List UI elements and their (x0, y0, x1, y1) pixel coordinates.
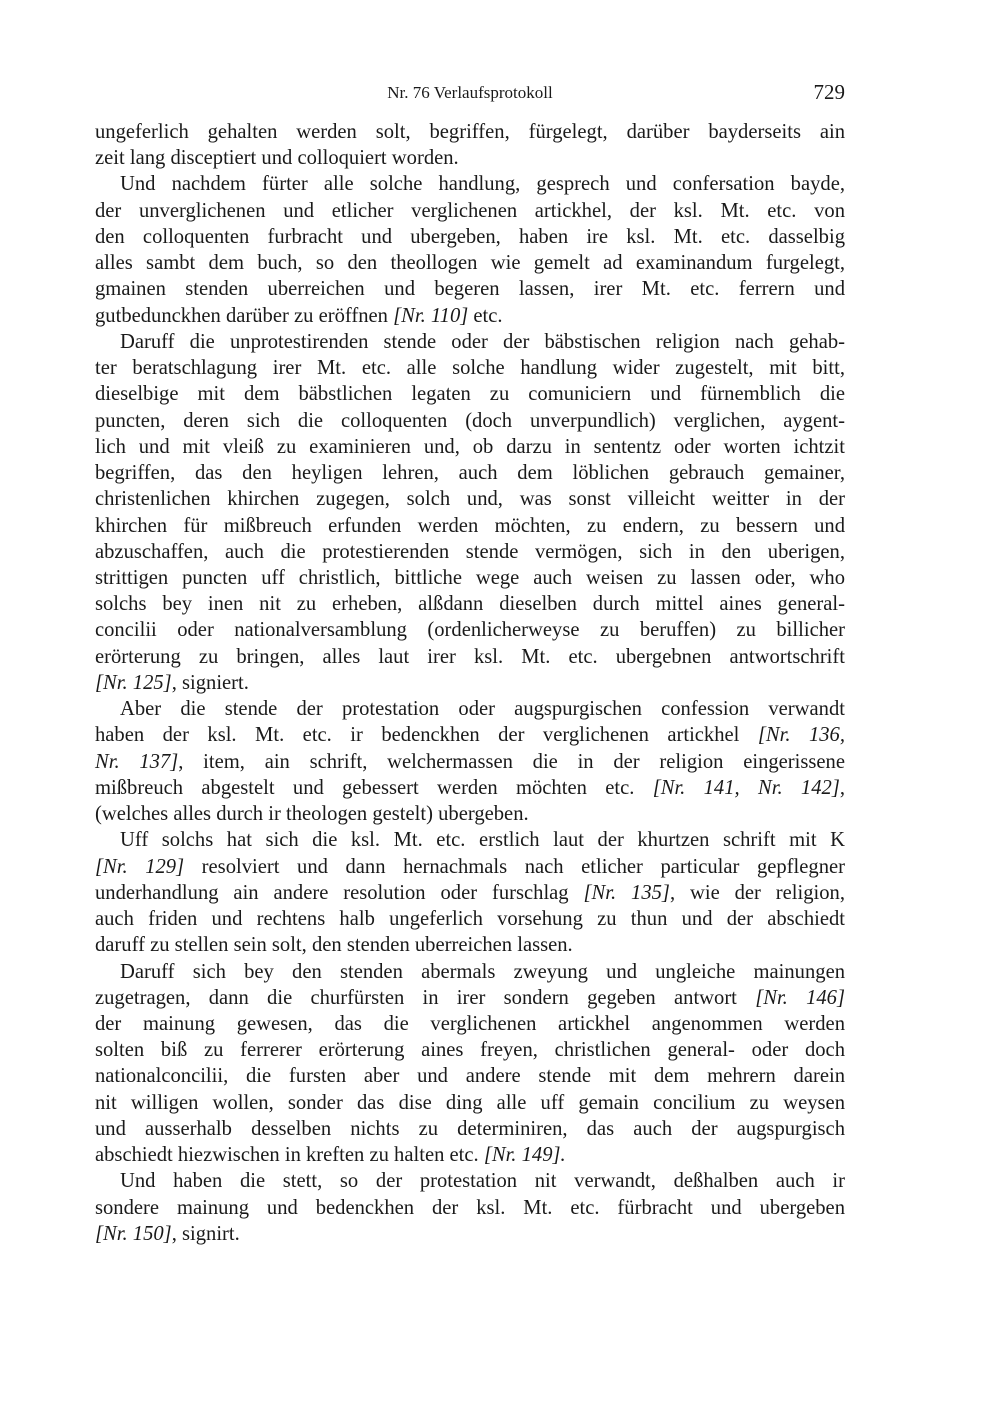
page-number: 729 (813, 80, 845, 104)
text-line (95, 1011, 845, 1037)
text-segment: strittigen puncten uff christlich, bittliche wege auch weisen zu lassen oder, who (95, 566, 845, 589)
text-line (95, 565, 845, 591)
text-segment: den colloquenten furbracht und ubergeben, haben ire ksl. Mt. etc. dasselbig (95, 225, 845, 248)
text-segment: haben der ksl. Mt. etc. ir bedenckhen der verglichenen artickhel (95, 724, 758, 747)
text-line (95, 696, 845, 722)
text-segment: Daruff die unprotestirenden stende oder der bäbstischen religion nach gehab- (120, 330, 845, 353)
document-reference: [Nr. 136, (757, 724, 845, 747)
text-segment: , item, ain schrift, welchermassen die in der religion eingerissene (178, 750, 845, 773)
document-reference: [Nr. 110] (393, 304, 469, 327)
text-line (95, 722, 845, 748)
text-line (95, 224, 845, 250)
text-line (95, 854, 845, 880)
text-segment: abzuschaffen, auch die protestierenden stende vermögen, sich in den uberigen, (95, 540, 845, 563)
text-segment: Und nachdem fürter alle solche handlung, gesprech und confersation bayde, (120, 173, 845, 196)
text-line (95, 171, 845, 197)
text-line (95, 959, 845, 985)
document-reference: [Nr. 150] (95, 1222, 172, 1245)
text-line (95, 198, 845, 224)
text-line (95, 486, 845, 512)
body-text (95, 119, 845, 1247)
page-header (95, 80, 845, 108)
text-segment: resolviert und dann hernachmals nach etlicher particular gepflegner (184, 855, 845, 878)
text-segment: daruff zu stellen sein solt, den stenden uberreichen lassen. (95, 934, 573, 957)
text-line (95, 1090, 845, 1116)
paragraph (95, 171, 845, 328)
text-segment: Aber die stende der protestation oder augspurgischen confession verwandt (120, 698, 845, 721)
text-segment: gutbedunckhen darüber zu eröffnen (95, 304, 394, 327)
text-line (95, 1063, 845, 1089)
text-segment: concilii oder nationalversamblung (ordenlicherweyse zu beruffen) zu billicher (95, 619, 845, 642)
text-line (95, 880, 845, 906)
text-segment: erörterung zu bringen, alles laut irer ksl. Mt. etc. ubergebnen antwortschrift (95, 645, 845, 668)
text-line (95, 1195, 845, 1221)
document-reference: [Nr. 125] (95, 671, 172, 694)
document-reference: Nr. 137] (95, 750, 179, 773)
text-segment: Daruff sich bey den stenden abermals zweyung und ungleiche mainungen (120, 960, 845, 983)
text-line (95, 329, 845, 355)
text-segment: underhandlung ain andere resolution oder furschlag (95, 881, 584, 904)
text-segment: , signiert. (171, 671, 249, 694)
text-line (95, 119, 845, 145)
document-reference: [Nr. 129] (95, 855, 185, 878)
text-segment: alles sambt dem buch, so den theollogen wie gemelt ad examinandum furgelegt, (95, 252, 845, 275)
text-segment: begriffen, das den heyligen lehren, auch dem löblichen gebrauch gemainer, (95, 462, 845, 485)
text-line (95, 408, 845, 434)
text-segment: khirchen für mißbreuch erfunden werden möchten, zu endern, zu bessern und (95, 514, 845, 537)
paragraph (95, 119, 845, 171)
text-segment: nationalconcilii, die fursten aber und andere stende mit dem mehrern darein (95, 1065, 845, 1088)
text-line (95, 250, 845, 276)
text-line (95, 539, 845, 565)
text-segment: , signirt. (171, 1222, 240, 1245)
running-title: Nr. 76 Verlaufsprotokoll (387, 83, 553, 102)
text-line (95, 1037, 845, 1063)
text-segment: Und haben die stett, so der protestation nit verwandt, deßhalben auch ir (120, 1170, 845, 1193)
text-segment: Uff solchs hat sich die ksl. Mt. etc. erstlich laut der khurtzen schrift mit K (120, 829, 845, 852)
paragraph (95, 329, 845, 696)
text-segment: christenlichen khirchen zugegen, solch und, was sonst villeicht weitter in der (95, 488, 845, 511)
text-segment: , wie der religion, (669, 881, 845, 904)
text-segment: und ausserhalb desselben nichts zu determiniren, das auch der augspurgisch (95, 1117, 845, 1140)
text-line (95, 1116, 845, 1142)
text-segment: puncten, deren sich die colloquenten (doch unverpundlich) verglichen, aygent- (95, 409, 845, 432)
paragraph (95, 827, 845, 958)
text-line (95, 827, 845, 853)
text-segment: gmainen stenden uberreichen und begeren lassen, irer Mt. etc. ferrern und (95, 278, 845, 301)
text-segment: auch friden und rechtens halb ungeferlich vorsehung zu thun und der abschiedt (95, 908, 845, 931)
text-segment: der mainung gewesen, das die verglichenen artickhel angenommen werden (95, 1012, 845, 1035)
text-line (95, 460, 845, 486)
text-line (95, 1168, 845, 1194)
text-segment: (welches alles durch ir theologen gestelt) ubergeben. (95, 803, 529, 826)
text-segment: der unverglichenen und etlicher verglichenen artickhel, der ksl. Mt. etc. von (95, 199, 845, 222)
text-segment: sondere mainung und bedenckhen der ksl. Mt. etc. fürbracht und ubergeben (95, 1196, 845, 1219)
text-segment: abschiedt hiezwischen in kreften zu halten etc. (95, 1144, 484, 1167)
text-segment: ter beratschlagung irer Mt. etc. alle solche handlung wider zugestelt, mit bitt, (95, 357, 845, 380)
document-reference: [Nr. 141, Nr. 142] (652, 776, 840, 799)
paragraph (95, 696, 845, 827)
text-line (95, 617, 845, 643)
text-line (95, 670, 845, 696)
text-segment: lich und mit vleiß zu examinieren und, ob darzu in sententz oder worten ichtzit (95, 435, 845, 458)
text-segment: solchs bey inen nit zu erheben, alßdann dieselben durch mittel aines general- (95, 593, 845, 616)
text-line (95, 513, 845, 539)
document-reference: [Nr. 146] (755, 986, 845, 1009)
text-line (95, 1221, 845, 1247)
text-line (95, 591, 845, 617)
text-line (95, 1142, 845, 1168)
text-line (95, 145, 845, 171)
text-segment: , (839, 776, 845, 799)
paragraph (95, 1168, 845, 1247)
text-line (95, 276, 845, 302)
text-segment: nit willigen wollen, sonder das dise ding alle uff gemain concilium zu weysen (95, 1091, 845, 1114)
document-reference: [Nr. 149]. (483, 1144, 566, 1167)
text-line (95, 644, 845, 670)
text-segment: etc. (468, 304, 503, 327)
document-reference: [Nr. 135] (583, 881, 670, 904)
paragraph (95, 959, 845, 1169)
text-line (95, 801, 845, 827)
text-segment: ungeferlich gehalten werden solt, begriffen, fürgelegt, darüber bayderseits ain (95, 121, 845, 143)
text-line (95, 775, 845, 801)
text-segment: dieselbige mit dem bäbstlichen legaten zu comuniciern und fürnemblich die (95, 383, 845, 406)
text-line (95, 355, 845, 381)
text-segment: solten biß zu ferrerer erörterung aines freyen, christlichen general- oder doch (95, 1039, 845, 1062)
text-segment: zugetragen, dann die churfürsten in irer sondern gegeben antwort (95, 986, 756, 1009)
text-line (95, 381, 845, 407)
text-line (95, 303, 845, 329)
text-segment: mißbreuch abgestelt und gebessert werden möchten etc. (95, 776, 653, 799)
text-line (95, 932, 845, 958)
text-line (95, 985, 845, 1011)
text-segment: zeit lang disceptiert und colloquiert worden. (95, 147, 459, 170)
text-line (95, 434, 845, 460)
text-line (95, 749, 845, 775)
text-line (95, 906, 845, 932)
